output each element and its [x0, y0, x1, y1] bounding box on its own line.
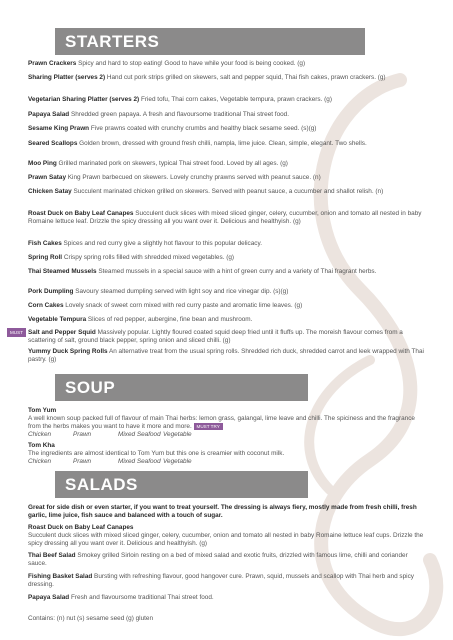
option-vegetable: Vegetable	[163, 431, 192, 439]
item-name: Salt and Pepper Squid	[28, 329, 96, 336]
salads-header: SALADS	[55, 471, 308, 498]
item-desc: Succulent duck slices with mixed sliced ginger, celery, cucumber, onion and tomato all nested in baby Romaine lettuce leaf. Drizzle the spicy dressing all you want over it. Delicious and healthyish. (g)	[28, 210, 422, 225]
menu-item	[28, 316, 428, 324]
menu-item	[28, 240, 428, 248]
soup-options	[28, 431, 428, 439]
item-name: Spring Roll	[28, 254, 63, 261]
item-desc: Steamed mussels in a special sauce with a hint of green curry and a variety of Thai fragrant herbs.	[96, 268, 377, 275]
option-chicken: Chicken	[28, 458, 52, 465]
item-desc: Golden brown, dressed with ground fresh chilli, namplа, lime juice. Clean, simple, elegant. Two shells.	[77, 140, 367, 147]
option-prawn: Prawn	[73, 431, 92, 439]
item-desc: Succulent duck slices with mixed sliced ginger, celery, cucumber, onion and tomato all nested in baby Romaine lettuce leaf cups. Drizzle the spicy dressing all you want over it. Delicious and healthyish. (g)	[28, 532, 424, 547]
item-name: Roast Duck on Baby Leaf Canapes	[28, 524, 134, 531]
menu-item	[28, 594, 428, 602]
item-name: Pork Dumpling	[28, 288, 74, 295]
item-name: Seared Scallops	[28, 140, 78, 147]
item-name: Moo Ping	[28, 160, 57, 167]
menu-item	[28, 552, 428, 568]
menu-item	[28, 210, 428, 226]
item-name: Vegetarian Sharing Platter (serves 2)	[28, 96, 140, 103]
item-desc: Grilled marinated pork on skewers, typical Thai street food. Loved by all ages. (g)	[56, 160, 288, 167]
item-name: Roast Duck on Baby Leaf Canapes	[28, 210, 134, 217]
item-name: Prawn Satay	[28, 174, 67, 181]
item-name: Yummy Duck Spring Rolls	[28, 348, 108, 355]
item-desc: Bursting with refreshing flavour, good hangover cure. Prawn, squid, mussels and scallop with Thai herb and spicy dressing.	[28, 573, 414, 588]
menu-item	[28, 302, 428, 310]
menu-item	[28, 96, 428, 104]
item-name: Tom Kha	[28, 442, 55, 449]
menu-item	[28, 125, 428, 133]
item-name: Thai Beef Salad	[28, 552, 76, 559]
menu-item	[28, 329, 428, 345]
menu-item	[28, 140, 428, 148]
menu-item	[28, 111, 428, 119]
menu-item	[28, 160, 428, 168]
item-desc: Smokey grilled Sirloin resting on a bed of mixed salad and exotic fruits, drizzled with famous lime, chilli and coriander sauce.	[28, 552, 408, 567]
must-try-badge: MUST TRY	[194, 423, 223, 430]
menu-item	[28, 524, 428, 548]
soup-header: SOUP	[55, 374, 308, 401]
menu-item	[28, 288, 428, 296]
item-name: Sesame King Prawn	[28, 125, 90, 132]
item-name: Vegetable Tempura	[28, 316, 87, 323]
item-desc: King Prawn barbecued on skewers. Lovely crunchy prawns served with peanut sauce. (n)	[66, 174, 321, 181]
item-desc: Succulent marinated chicken grilled on skewers. Served with peanut sauce, a cucumber and shallot relish. (n)	[71, 188, 384, 195]
item-name: Sharing Platter (serves 2)	[28, 74, 106, 81]
item-name: Thai Steamed Mussels	[28, 268, 97, 275]
item-name: Chicken Satay	[28, 188, 72, 195]
option-seafood: Mixed Seafood	[118, 431, 161, 439]
item-desc: Lovely snack of sweet corn mixed with red curry paste and aromatic lime leaves. (g)	[63, 302, 303, 309]
soup-item	[28, 442, 428, 466]
item-name: Fishing Basket Salad	[28, 573, 93, 580]
soup-options	[28, 458, 428, 466]
salads-intro: Great for side dish or even starter, if you want to treat yourself. The dressing is always fiery, mostly made from fresh chilli, fresh garlic, lime juice, fish sauce and balanced with a touch of sugar.	[28, 504, 417, 519]
item-name: Corn Cakes	[28, 302, 64, 309]
item-desc: Five prawns coated with crunchy crumbs and healthy black sesame seed. (s)(g)	[89, 125, 317, 132]
item-desc: Crispy spring rolls filled with shredded mixed vegetables. (g)	[62, 254, 235, 261]
item-name: Fish Cakes	[28, 240, 62, 247]
soup-item	[28, 407, 428, 439]
item-name: Prawn Crackers	[28, 60, 77, 67]
item-desc: Fresh and flavoursome traditional Thai street food.	[69, 594, 214, 601]
menu-item	[28, 573, 428, 589]
item-desc: Hand cut pork strips grilled on skewers, salt and pepper squid, Thai fish cakes, prawn crackers. (g)	[105, 74, 386, 81]
item-desc: Savoury steamed dumpling served with light soy and rice vinegar dip. (s)(g)	[73, 288, 289, 295]
item-name: Papaya Salad	[28, 594, 70, 601]
menu-item	[28, 254, 428, 262]
menu-item	[28, 174, 428, 182]
item-desc: Massively popular. Lightly floured coated squid deep fried until it fluffs up. The moreish flavour comes from a scattering of salt, ground black pepper, spring onion and sliced chilli. (g)	[28, 329, 403, 344]
menu-item	[28, 268, 428, 276]
item-desc: Slices of red pepper, aubergine, fine bean and mushroom.	[86, 316, 253, 323]
starters-header: STARTERS	[55, 28, 365, 55]
menu-item	[28, 60, 428, 68]
item-desc: Spices and red curry give a slightly hot flavour to this popular delicacy.	[61, 240, 262, 247]
menu-item	[28, 188, 428, 196]
item-desc: Fried tofu, Thai corn cakes, Vegetable tempura, prawn crackers. (g)	[139, 96, 332, 103]
item-name: Tom Yum	[28, 407, 57, 414]
option-chicken: Chicken	[28, 431, 52, 439]
option-seafood: Mixed Seafood	[118, 458, 161, 465]
must-try-badge: MUST TRY	[7, 328, 26, 337]
allergen-key: Contains: (n) nut (s) sesame seed (g) gluten	[28, 615, 154, 622]
option-prawn: Prawn	[73, 458, 92, 465]
item-desc: An alternative treat from the usual spring rolls. Shredded rich duck, shredded carrot and leek wrapped with Thai pastry. (g)	[28, 348, 424, 363]
item-desc: Shredded green papaya. A fresh and flavoursome traditional Thai street food.	[69, 111, 290, 118]
item-desc: The ingredients are almost identical to Tom Yum but this one is creamier with coconut milk.	[28, 450, 285, 457]
item-name: Papaya Salad	[28, 111, 70, 118]
item-desc: Spicy and hard to stop eating! Good to have while your food is being cooked. (g)	[76, 60, 306, 67]
menu-item	[28, 348, 428, 364]
option-vegetable: Vegetable	[163, 458, 192, 465]
menu-item	[28, 74, 428, 82]
item-desc: A well known soup packed full of flavour of main Thai herbs: lemon grass, galangal, lime leave and chilli. The spiciness and the fragrance from the herbs makes you want to have it more and more.	[28, 415, 415, 431]
